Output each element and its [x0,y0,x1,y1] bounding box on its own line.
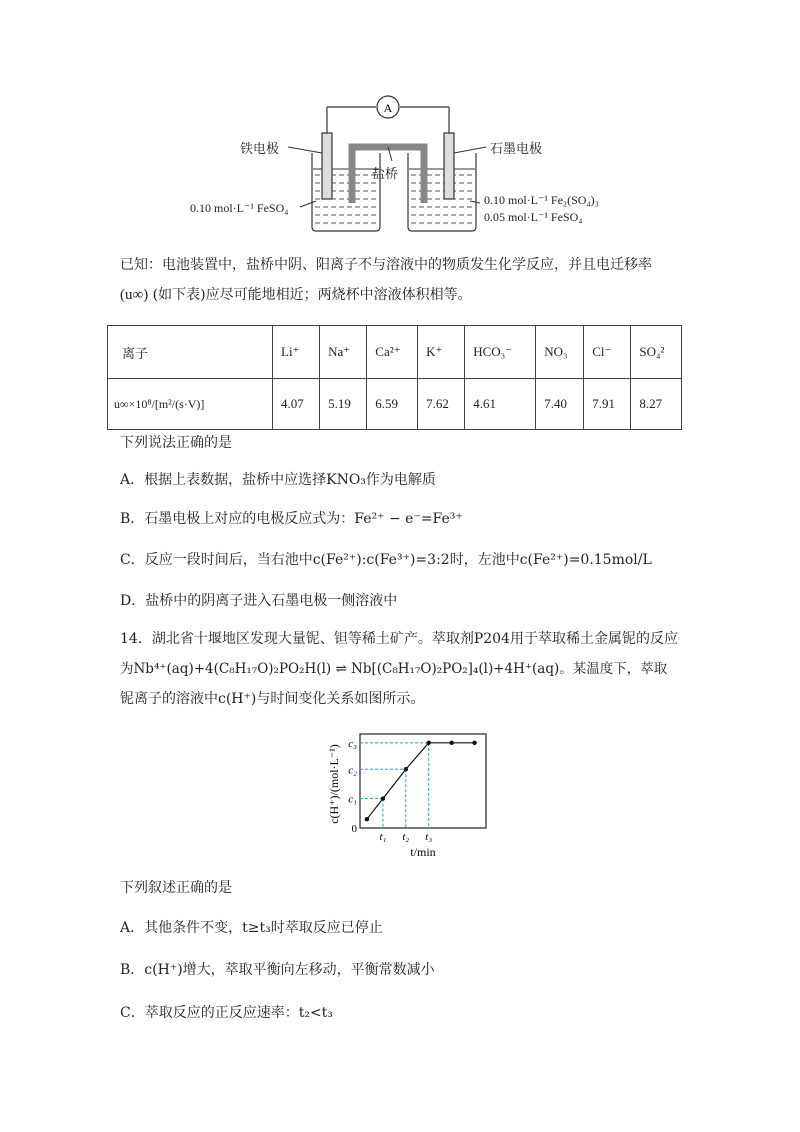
q13-prompt: 下列说法正确的是 [120,435,232,451]
x-tick-label: t₁ [379,831,387,843]
table-header-label: 离子 [108,326,273,379]
q13-option-c: C．反应一段时间后，当右池中c(Fe²⁺):c(Fe³⁺)=3:2时，左池中c(Fe²⁺)=0.15mol/L [120,552,652,568]
table-row [108,326,682,379]
data-point [381,796,385,800]
q14-prompt: 下列叙述正确的是 [120,880,232,896]
table-cell: 5.19 [320,379,367,430]
data-point [449,741,453,745]
data-point [365,817,369,821]
data-point [404,767,408,771]
table-cell: 6.59 [367,379,418,430]
mobility-symbol: (u∞) [120,287,149,303]
y-tick-label: c₃ [348,737,357,750]
iron-electrode [322,133,332,199]
salt-bridge-label: 盐桥 [372,167,399,182]
series-line [367,743,475,819]
q13-known-line2 [120,284,472,304]
graphite-electrode [444,133,454,199]
right-solution-label-1: 0.10 mol·L⁻¹ Fe₂(SO₄)₃ [484,193,599,207]
table-cell: 8.27 [631,379,682,430]
table-row [108,379,682,430]
q13-known-line1: 已知：电池装置中，盐桥中阴、阳离子不与溶液中的物质发生化学反应，并且电迁移率 [120,257,652,273]
table-cell: Cl⁻ [584,326,631,379]
q14-option-a: A．其他条件不变，t≥t₃时萃取反应已停止 [120,920,383,936]
table-cell: Li⁺ [273,326,320,379]
table-row-label: u∞×10⁸/[m²/(s·V)] [108,379,273,430]
table-cell: 4.07 [273,379,320,430]
table-cell: K⁺ [418,326,465,379]
table-cell: Ca²⁺ [367,326,418,379]
table-cell: Na⁺ [320,326,367,379]
data-point [472,741,476,745]
right-solution-label-2: 0.05 mol·L⁻¹ FeSO₄ [484,210,583,224]
ammeter-label: A [383,101,393,115]
x-tick-label: t₃ [425,831,433,843]
table-cell: 7.40 [536,379,584,430]
right-electrode-label: 石墨电极 [490,142,543,157]
y-tick-label: c₁ [348,793,357,806]
q14-option-b: B．c(H⁺)增大，萃取平衡向左移动，平衡常数减小 [120,962,435,978]
x-tick-label: t₂ [402,831,410,843]
q13-option-d: D．盐桥中的阴离子进入石墨电极一侧溶液中 [120,593,398,609]
q14-stem-line2: 为Nb⁴⁺(aq)+4(C₈H₁₇O)₂PO₂H(l) ⇌ Nb[(C₈H₁₇O)₂PO₂]₄(l)+4H⁺(aq)。某温度下，萃取 [120,661,668,677]
table-cell: 7.62 [418,379,465,430]
table-cell: 7.91 [584,379,631,430]
ch-chart [320,728,490,863]
q13-option-b: B．石墨电极上对应的电极反应式为：Fe²⁺ − e⁻=Fe³⁺ [120,511,463,527]
q14-option-c: C．萃取反应的正反应速率：t₂<t₃ [120,1005,333,1021]
y-tick-label: c₂ [348,764,357,777]
mobility-table [107,325,682,430]
x-axis-label: t/min [410,845,436,859]
table-cell: SO₄² [631,326,682,379]
y-tick-label: 0 [351,823,357,835]
left-electrode-label: 铁电极 [240,142,280,157]
chart-frame [360,734,486,828]
table-cell: 4.61 [465,379,536,430]
data-point [427,741,431,745]
left-solution-label: 0.10 mol·L⁻¹ FeSO₄ [190,201,289,215]
y-axis-label: c(H⁺)/(mol·L⁻¹) [327,744,341,824]
q14-stem-line1: 14．湖北省十堰地区发现大量铌、钽等稀土矿产。萃取剂P204用于萃取稀土金属铌的反应 [120,631,678,647]
q13-option-a: A．根据上表数据，盐桥中应选择KNO₃作为电解质 [120,472,436,488]
table-cell: HCO₃⁻ [465,326,536,379]
q13-known-line2-text: (如下表)应尽可能地相近；两烧杯中溶液体积相等。 [152,287,472,303]
table-cell: NO₃ [536,326,584,379]
q14-stem-line3: 铌离子的溶液中c(H⁺)与时间变化关系如图所示。 [120,691,425,707]
chart-svg [320,728,490,863]
